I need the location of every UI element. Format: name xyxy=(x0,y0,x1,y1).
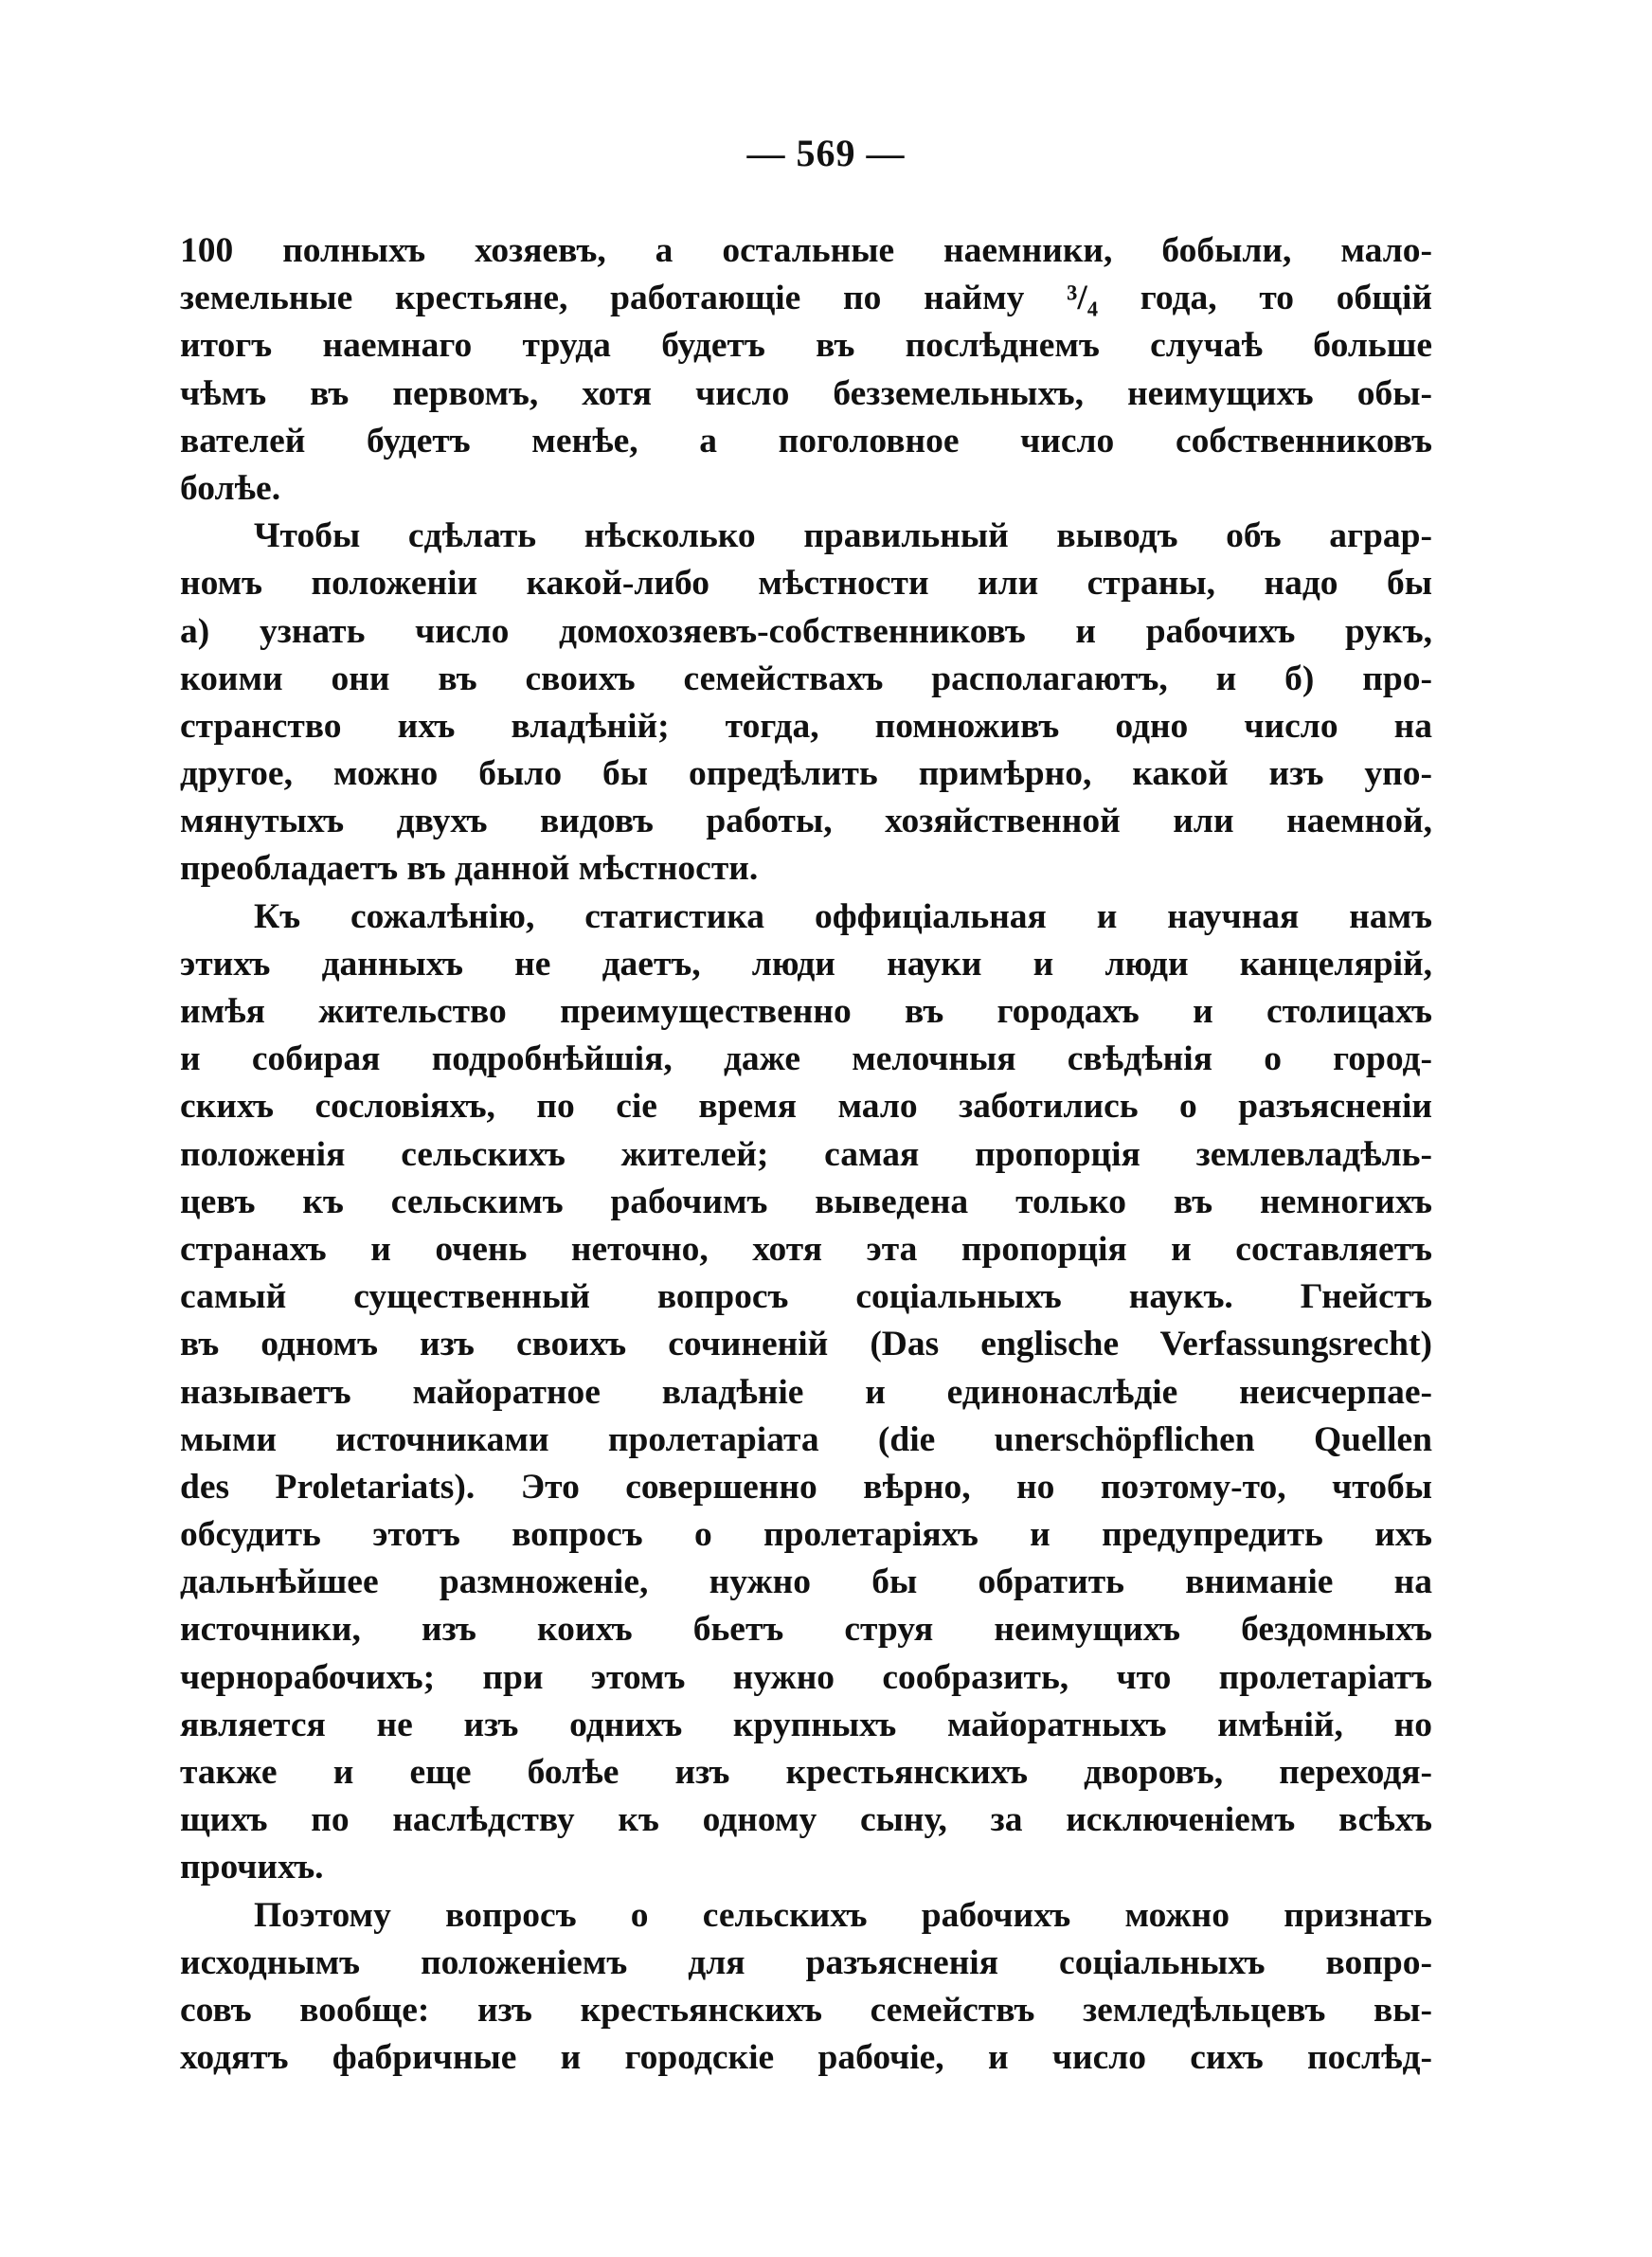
paragraph-1 xyxy=(180,227,1432,513)
text-line: положенія сельскихъ жителей; самая пропорція землевладѣль- xyxy=(180,1134,1432,1174)
page-number: — 569 — xyxy=(746,132,906,174)
text-line: номъ положеніи какой-либо мѣстности или страны, надо бы xyxy=(180,564,1432,604)
paragraph-3 xyxy=(180,894,1432,1892)
text-line: странахъ и очень неточно, хотя эта пропорція и составляетъ xyxy=(180,1229,1432,1269)
text-line: итогъ наемнаго труда будетъ въ послѣднемъ случаѣ больше xyxy=(180,326,1432,366)
text-line: мыми источниками пролетаріата (die unerschöpflichen Quellen xyxy=(180,1419,1432,1459)
text-line: Къ сожалѣнію, статистика оффиціальная и научная намъ xyxy=(254,896,1432,936)
text-line: является не изъ однихъ крупныхъ майоратныхъ имѣній, но xyxy=(180,1705,1432,1744)
text-line: земельные крестьяне, работающіе по найму ³/₄ года, то общій xyxy=(180,279,1432,318)
text-line: и собирая подробнѣйшія, даже мелочныя свѣдѣнія о город- xyxy=(180,1039,1432,1079)
text-line: самый существенный вопросъ соціальныхъ наукъ. Гнейстъ xyxy=(180,1277,1432,1317)
text-line: болѣе. xyxy=(180,468,281,508)
text-line: другое, можно было бы опредѣлить примѣрно, какой изъ упо- xyxy=(180,754,1432,794)
text-line: источники, изъ коихъ бьетъ струя неимущихъ бездомныхъ xyxy=(180,1610,1432,1650)
text-line: дальнѣйшее размноженіе, нужно бы обратить вниманіе на xyxy=(180,1562,1432,1602)
text-line: чернорабочихъ; при этомъ нужно сообразить, что пролетаріатъ xyxy=(180,1657,1432,1697)
text-line: вателей будетъ менѣе, а поголовное число собственниковъ xyxy=(180,421,1432,460)
text-line: этихъ данныхъ не даетъ, люди науки и люди канцелярій, xyxy=(180,944,1432,984)
text-line: Чтобы сдѣлать нѣсколько правильный выводъ объ аграр- xyxy=(254,516,1432,556)
text-line: коими они въ своихъ семействахъ располагаютъ, и б) про- xyxy=(180,659,1432,698)
body-text xyxy=(180,227,1432,2082)
text-line: мянутыхъ двухъ видовъ работы, хозяйственной или наемной, xyxy=(180,802,1432,841)
text-line: ходятъ фабричные и городскіе рабочіе, и число сихъ послѣд- xyxy=(180,2038,1432,2078)
text-line: преобладаетъ въ данной мѣстности. xyxy=(180,849,759,889)
text-line: называетъ майоратное владѣніе и единонаслѣдіе неисчерпае- xyxy=(180,1372,1432,1412)
text-line: обсудить этотъ вопросъ о пролетаріяхъ и предупредить ихъ xyxy=(180,1515,1432,1555)
text-line: des Proletariats). Это совершенно вѣрно, но поэтому-то, чтобы xyxy=(180,1467,1432,1507)
text-line: цевъ къ сельскимъ рабочимъ выведена только въ немногихъ xyxy=(180,1182,1432,1221)
text-line: въ одномъ изъ своихъ сочиненій (Das englische Verfassungsrecht) xyxy=(180,1325,1432,1364)
text-line: а) узнать число домохозяевъ-собственниковъ и рабочихъ рукъ, xyxy=(180,611,1432,651)
text-line: также и еще болѣе изъ крестьянскихъ дворовъ, переходя- xyxy=(180,1753,1432,1792)
text-line: совъ вообще: изъ крестьянскихъ семействъ земледѣльцевъ вы- xyxy=(180,1990,1432,2030)
paragraph-2 xyxy=(180,513,1432,894)
text-line: 100 полныхъ хозяевъ, а остальные наемники, бобыли, мало- xyxy=(180,231,1432,270)
text-line: чѣмъ въ первомъ, хотя число безземельныхъ, неимущихъ обы- xyxy=(180,373,1432,413)
text-line: прочихъ. xyxy=(180,1848,324,1887)
text-line: Поэтому вопросъ о сельскихъ рабочихъ можно признать xyxy=(254,1895,1432,1935)
paragraph-4 xyxy=(180,1892,1432,2083)
text-line: имѣя жительство преимущественно въ городахъ и столицахъ xyxy=(180,992,1432,1031)
text-line: странство ихъ владѣній; тогда, помноживъ одно число на xyxy=(180,706,1432,746)
text-line: щихъ по наслѣдству къ одному сыну, за исключеніемъ всѣхъ xyxy=(180,1800,1432,1840)
text-line: скихъ сословіяхъ, по сіе время мало заботились о разъясненіи xyxy=(180,1087,1432,1127)
text-line: исходнымъ положеніемъ для разъясненія соціальныхъ вопро- xyxy=(180,1942,1432,1982)
